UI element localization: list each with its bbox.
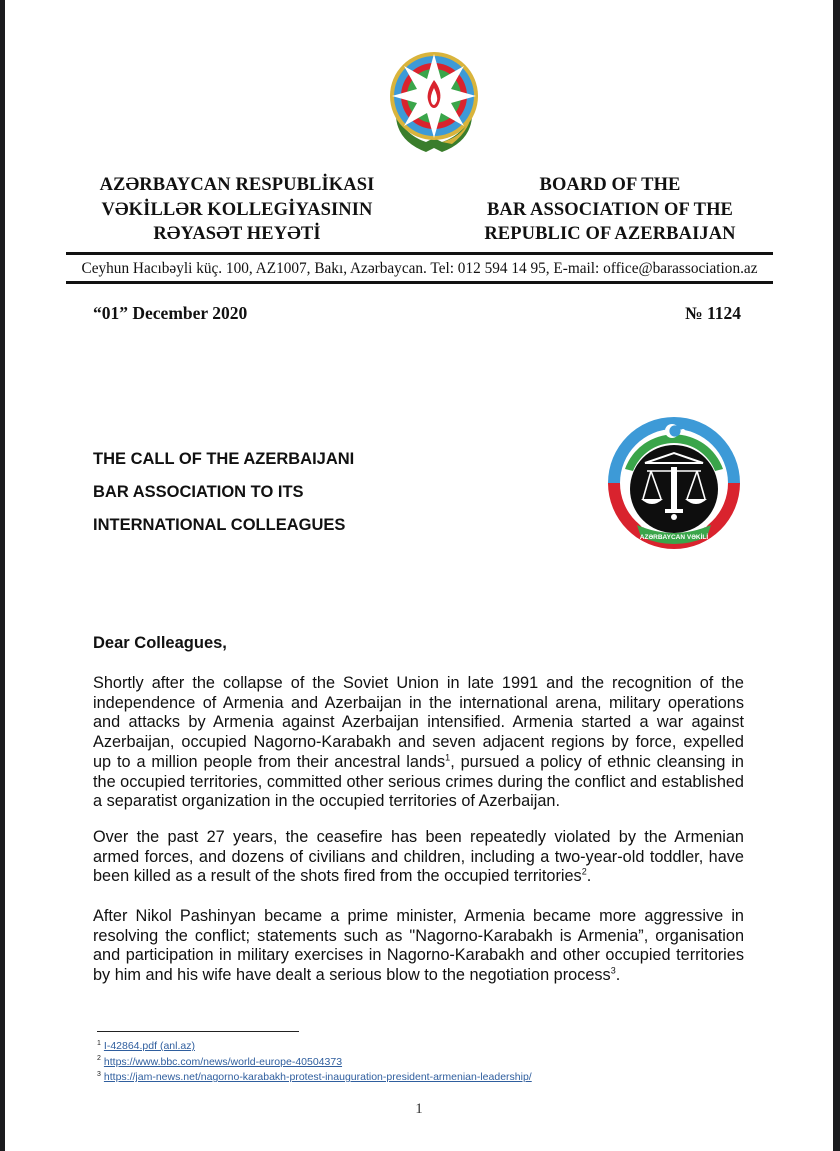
document-page: [5, 0, 833, 1151]
title-line: THE CALL OF THE AZERBAIJANI: [93, 450, 355, 468]
letterhead-line: BOARD OF THE: [539, 175, 681, 195]
body-paragraph: [93, 907, 744, 986]
footnote-ref[interactable]: 1: [445, 752, 451, 763]
letterhead-english: [440, 173, 780, 247]
footnote-ref[interactable]: 3: [610, 965, 616, 976]
letterhead-line: REPUBLIC OF AZERBAIJAN: [484, 224, 736, 244]
footnote-number: 2: [97, 1055, 101, 1062]
footnotes: [97, 1039, 532, 1086]
letterhead-line: RƏYASƏT HEYƏTİ: [153, 224, 321, 244]
letterhead-address: Ceyhun Hacıbəyli küç. 100, AZ1007, Bakı, Azərbaycan. Tel: 012 594 14 95, E-mail: office@barassociation.az: [81, 260, 758, 277]
paragraph-text: .: [586, 867, 592, 886]
footnote: [97, 1039, 532, 1055]
letterhead-divider-bottom: [66, 281, 773, 284]
body-paragraph: [93, 828, 744, 887]
paragraph-text: After Nikol Pashinyan became a prime minister, Armenia became more aggressive in resolving the conflict; statements such as "Nagorno-Karabakh is Armenia”, organisation and participation in military exercises in Nagorno-Karabakh and other occupied territories by him and his wife have dealt a serious blow to the negotiation process: [93, 907, 744, 985]
footnote: [97, 1070, 532, 1086]
footnote-link[interactable]: I-42864.pdf (anl.az): [103, 1040, 195, 1052]
paragraph-text: .: [615, 966, 621, 985]
page-number: 1: [415, 1101, 423, 1117]
title-line: INTERNATIONAL COLLEAGUES: [93, 516, 346, 534]
body-paragraph: [93, 674, 744, 812]
letterhead-azerbaijani: [67, 173, 407, 247]
seal-text: AZƏRBAYCAN VƏKİLİ: [639, 534, 709, 541]
paragraph-text: Shortly after the collapse of the Soviet Union in late 1991 and the recognition of the independence of Armenia and Azerbaijan in the international arena, military operations and attacks by Armenia against Azerbaijan intensified. Armenia started a war against Azerbaijan, occupied Nagorno-Karabakh and seven adjacent regions by force, expelled up to a million people from their ancestral lands: [93, 674, 744, 771]
document-number: № 1124: [685, 303, 741, 323]
title-line: BAR ASSOCIATION TO ITS: [93, 483, 304, 501]
letterhead-line: BAR ASSOCIATION OF THE: [486, 199, 733, 220]
footnote-link[interactable]: https://jam-news.net/nagorno-karabakh-protest-inauguration-president-armenian-leadership/: [103, 1071, 532, 1083]
azerbaijan-state-emblem-icon: [386, 48, 482, 156]
letterhead-divider-top: [66, 252, 773, 255]
letterhead-line: AZƏRBAYCAN RESPUBLİKASI: [99, 175, 375, 195]
bar-association-seal-icon: [603, 413, 745, 553]
footnote: [97, 1055, 532, 1071]
salutation: Dear Colleagues,: [93, 634, 227, 652]
letterhead-line: VƏKİLLƏR KOLLEGİYASININ: [101, 199, 373, 220]
paragraph-text: Over the past 27 years, the ceasefire has been repeatedly violated by the Armenian armed forces, and dozens of civilians and children, including a two-year-old toddler, have been killed as a result of the shots fired from the occupied territories: [93, 828, 744, 886]
footnote-number: 3: [97, 1070, 101, 1078]
document-date: “01” December 2020: [93, 303, 248, 323]
paragraph-text: , pursued a policy of ethnic cleansing in the occupied territories, committed other serious crimes during the conflict and established a separatist organization in the occupied territories of Azerbaijan.: [93, 752, 744, 811]
footnote-number: 1: [97, 1039, 101, 1047]
document-title: [93, 443, 354, 542]
footnote-link[interactable]: https://www.bbc.com/news/world-europe-40504373: [103, 1055, 343, 1068]
footnote-separator: [97, 1031, 299, 1032]
footnote-ref[interactable]: 2: [581, 866, 587, 877]
